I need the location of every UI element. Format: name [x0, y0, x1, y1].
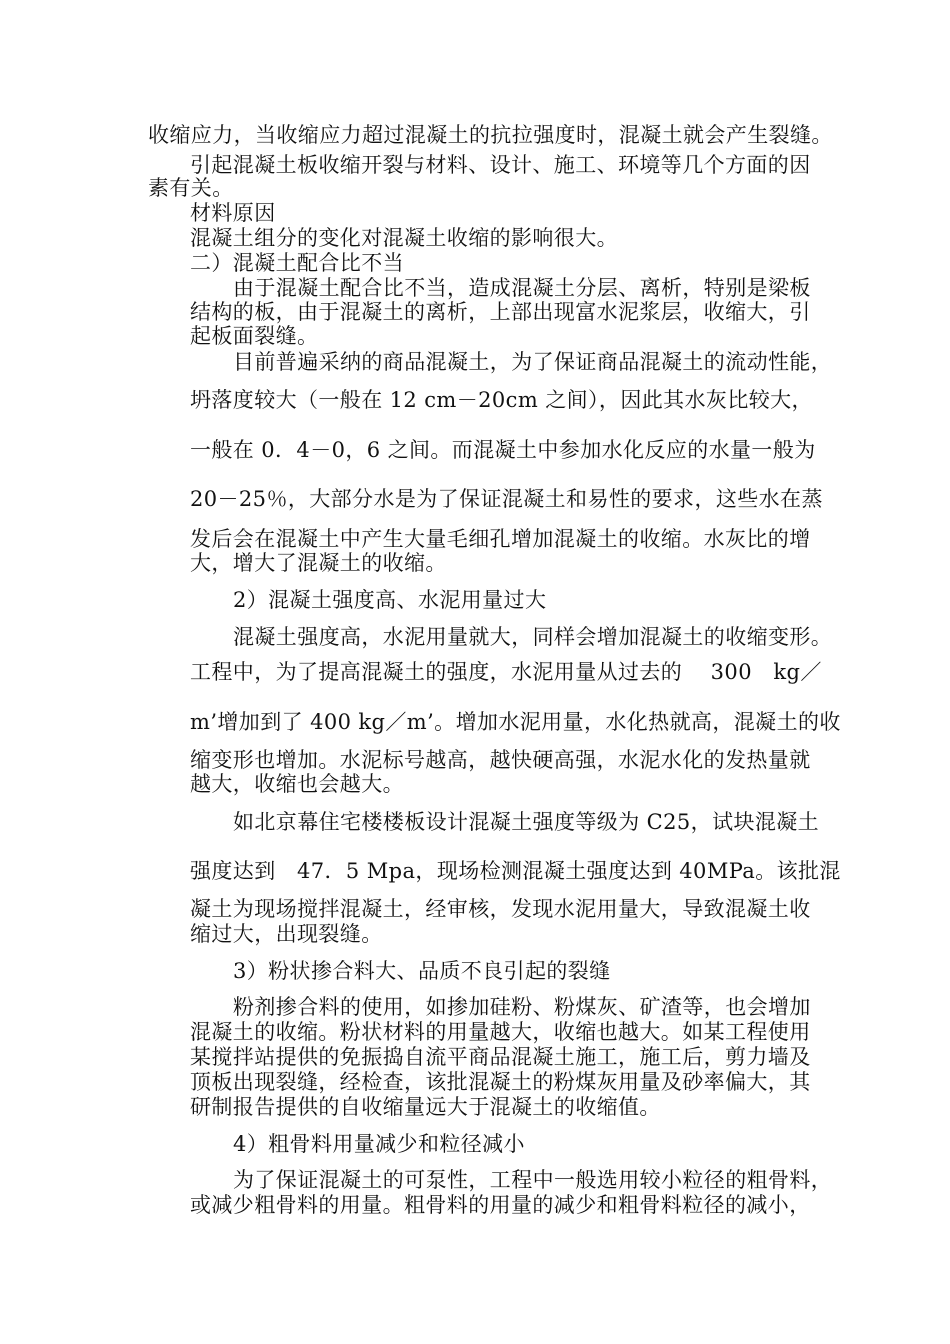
text-line: 工程中，为了提高混凝土的强度，水泥用量从过去的 300 kg／ [190, 660, 822, 684]
text-line: 起板面裂缝。 [190, 324, 319, 348]
text-line: 混凝土强度高，水泥用量就大，同样会增加混凝土的收缩变形。 [233, 625, 833, 649]
text-line: 缩变形也增加。水泥标号越高，越快硬高强，水泥水化的发热量就 [190, 748, 811, 772]
text-line: 引起混凝土板收缩开裂与材料、设计、施工、环境等几个方面的因 [190, 153, 811, 177]
text-line: 某搅拌站提供的免振捣自流平商品混凝土施工，施工后，剪力墙及 [190, 1045, 811, 1069]
text-line: 素有关。 [148, 176, 234, 200]
section-heading: 2）混凝土强度高、水泥用量过大 [233, 588, 547, 612]
text-line: m’增加到了 400 kg／m’。增加水泥用量，水化热就高，混凝土的收 [190, 710, 841, 734]
text-line: 大，增大了混凝土的收缩。 [190, 551, 447, 575]
text-line: 如北京幕住宅楼楼板设计混凝土强度等级为 C25，试块混凝土 [233, 810, 820, 834]
text-line: 或减少粗骨料的用量。粗骨料的用量的减少和粗骨料粒径的减小， [190, 1193, 811, 1217]
section-heading: 二）混凝土配合比不当 [190, 251, 404, 275]
text-line: 收缩应力，当收缩应力超过混凝土的抗拉强度时，混凝土就会产生裂缝。 [148, 123, 833, 147]
text-line: 顶板出现裂缝，经检查，该批混凝土的粉煤灰用量及砂率偏大，其 [190, 1070, 811, 1094]
text-line: 强度达到 47．5 Mpa，现场检测混凝土强度达到 40MPa。该批混 [190, 859, 841, 883]
section-heading: 4）粗骨料用量减少和粒径减小 [233, 1132, 525, 1156]
text-line: 缩过大，出现裂缝。 [190, 922, 383, 946]
text-line: 由于混凝土配合比不当，造成混凝土分层、离析，特别是梁板 [233, 276, 811, 300]
text-line: 混凝土的收缩。粉状材料的用量越大，收缩也越大。如某工程使用 [190, 1020, 811, 1044]
text-line: 目前普遍采纳的商品混凝土，为了保证商品混凝土的流动性能， [233, 350, 833, 374]
section-heading: 3）粉状掺合料大、品质不良引起的裂缝 [233, 959, 611, 983]
text-line: 发后会在混凝土中产生大量毛细孔增加混凝土的收缩。水灰比的增 [190, 527, 811, 551]
text-line: 混凝土组分的变化对混凝土收缩的影响很大。 [190, 226, 618, 250]
text-line: 越大，收缩也会越大。 [190, 772, 404, 796]
section-heading: 材料原因 [190, 201, 276, 225]
text-line: 一般在 0．4－0，6 之间。而混凝土中参加水化反应的水量一般为 [190, 438, 816, 462]
text-line: 凝土为现场搅拌混凝土，经审核，发现水泥用量大，导致混凝土收 [190, 897, 811, 921]
text-line: 结构的板，由于混凝土的离析，上部出现富水泥浆层，收缩大，引 [190, 300, 811, 324]
text-line: 20－25％，大部分水是为了保证混凝土和易性的要求，这些水在蒸 [190, 487, 823, 511]
text-line: 研制报告提供的自收缩量远大于混凝土的收缩值。 [190, 1095, 661, 1119]
text-line: 坍落度较大（一般在 12 cm－20cm 之间），因此其水灰比较大， [190, 388, 813, 412]
text-line: 粉剂掺合料的使用，如掺加硅粉、粉煤灰、矿渣等，也会增加 [233, 995, 811, 1019]
text-line: 为了保证混凝土的可泵性，工程中一般选用较小粒径的粗骨料， [233, 1168, 833, 1192]
